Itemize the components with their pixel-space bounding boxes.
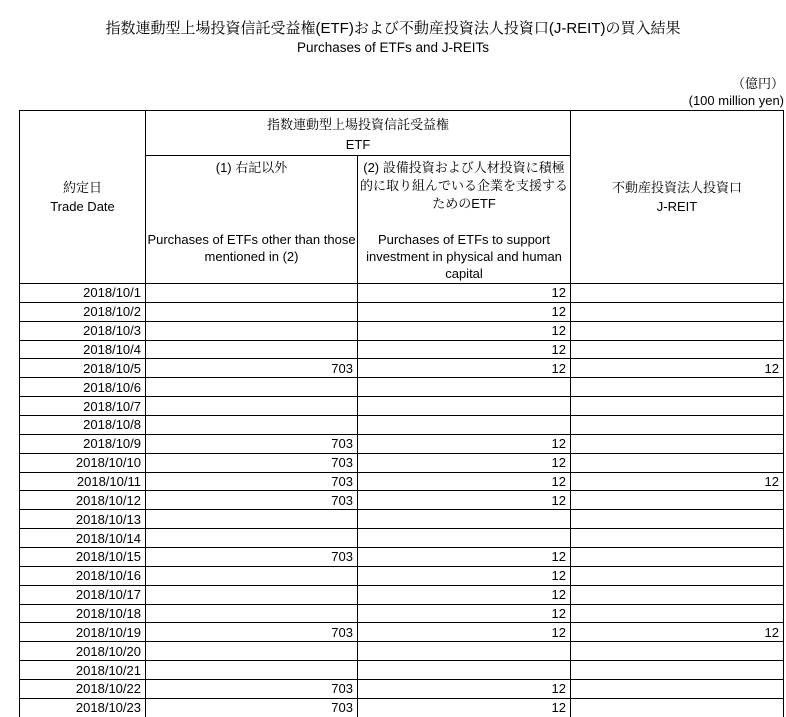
cell-date: 2018/10/10 — [20, 453, 146, 472]
cell-etf_support: 12 — [358, 472, 571, 491]
cell-etf_other — [146, 566, 358, 585]
table-row — [20, 434, 784, 453]
cell-etf_support: 12 — [358, 284, 571, 303]
cell-date: 2018/10/14 — [20, 529, 146, 548]
cell-etf_support: 12 — [358, 302, 571, 321]
header-etf-support-en: Purchases of ETFs to support investment in physical and human capital — [366, 232, 562, 281]
cell-jreit — [571, 642, 784, 661]
table-row — [20, 416, 784, 435]
cell-jreit — [571, 566, 784, 585]
cell-etf_support: 12 — [358, 680, 571, 699]
unit-note-en: (100 million yen) — [688, 92, 784, 108]
unit-note — [689, 76, 784, 109]
cell-jreit — [571, 453, 784, 472]
purchases-table — [19, 110, 784, 717]
cell-etf_other — [146, 585, 358, 604]
table-row — [20, 491, 784, 510]
cell-etf_support: 12 — [358, 434, 571, 453]
header-trade-date-en: Trade Date — [50, 199, 115, 214]
cell-etf_other — [146, 284, 358, 303]
header-etf-other-jp: (1) 右記以外 — [215, 160, 288, 175]
table-row — [20, 359, 784, 378]
table-row — [20, 642, 784, 661]
cell-etf_other: 703 — [146, 491, 358, 510]
cell-etf_other — [146, 604, 358, 623]
cell-date: 2018/10/12 — [20, 491, 146, 510]
table-row — [20, 566, 784, 585]
cell-jreit — [571, 321, 784, 340]
cell-date: 2018/10/9 — [20, 434, 146, 453]
cell-etf_other: 703 — [146, 623, 358, 642]
cell-jreit — [571, 397, 784, 416]
cell-etf_other — [146, 302, 358, 321]
cell-etf_other — [146, 416, 358, 435]
cell-etf_other: 703 — [146, 680, 358, 699]
cell-etf_support: 12 — [358, 585, 571, 604]
cell-jreit — [571, 340, 784, 359]
cell-date: 2018/10/11 — [20, 472, 146, 491]
header-etf-other-en: Purchases of ETFs other than those mentioned in (2) — [147, 232, 356, 264]
cell-date: 2018/10/16 — [20, 566, 146, 585]
cell-date: 2018/10/22 — [20, 680, 146, 699]
cell-etf_other — [146, 529, 358, 548]
cell-etf_other — [146, 321, 358, 340]
cell-date: 2018/10/1 — [20, 284, 146, 303]
table-row — [20, 585, 784, 604]
cell-date: 2018/10/6 — [20, 378, 146, 397]
cell-etf_other: 703 — [146, 359, 358, 378]
cell-jreit — [571, 491, 784, 510]
cell-jreit — [571, 548, 784, 567]
header-etf-other — [146, 156, 358, 284]
table-row — [20, 453, 784, 472]
cell-jreit — [571, 510, 784, 529]
cell-jreit — [571, 302, 784, 321]
header-jreit-en: J-REIT — [656, 199, 698, 214]
table-row — [20, 604, 784, 623]
cell-etf_support — [358, 397, 571, 416]
header-etf-group-en: ETF — [345, 136, 371, 152]
cell-jreit — [571, 680, 784, 699]
table-row — [20, 510, 784, 529]
header-jreit-jp: 不動産投資法人投資口 — [612, 180, 743, 195]
cell-date: 2018/10/4 — [20, 340, 146, 359]
cell-etf_other: 703 — [146, 434, 358, 453]
cell-etf_other — [146, 378, 358, 397]
cell-date: 2018/10/20 — [20, 642, 146, 661]
cell-etf_support: 12 — [358, 453, 571, 472]
cell-date: 2018/10/3 — [20, 321, 146, 340]
cell-jreit: 12 — [571, 359, 784, 378]
cell-date: 2018/10/23 — [20, 698, 146, 717]
cell-etf_support — [358, 529, 571, 548]
cell-etf_support: 12 — [358, 604, 571, 623]
table-row — [20, 529, 784, 548]
cell-etf_other — [146, 397, 358, 416]
table-row — [20, 302, 784, 321]
cell-date: 2018/10/2 — [20, 302, 146, 321]
cell-date: 2018/10/15 — [20, 548, 146, 567]
cell-etf_other: 703 — [146, 453, 358, 472]
cell-jreit: 12 — [571, 472, 784, 491]
cell-date: 2018/10/18 — [20, 604, 146, 623]
page-title: 指数連動型上場投資信託受益権(ETF)および不動産投資法人投資口(J-REIT)の買入結果 — [105, 20, 681, 37]
table-row — [20, 397, 784, 416]
cell-etf_other: 703 — [146, 698, 358, 717]
cell-jreit: 12 — [571, 623, 784, 642]
table-row — [20, 321, 784, 340]
cell-jreit — [571, 378, 784, 397]
cell-etf_support — [358, 510, 571, 529]
table-row — [20, 378, 784, 397]
cell-etf_support: 12 — [358, 623, 571, 642]
cell-etf_support: 12 — [358, 548, 571, 567]
table-header — [20, 111, 784, 284]
header-row-group — [20, 111, 784, 156]
cell-jreit — [571, 698, 784, 717]
table-row — [20, 548, 784, 567]
cell-date: 2018/10/7 — [20, 397, 146, 416]
cell-date: 2018/10/19 — [20, 623, 146, 642]
cell-date: 2018/10/13 — [20, 510, 146, 529]
cell-etf_support: 12 — [358, 566, 571, 585]
header-etf-group-jp: 指数連動型上場投資信託受益権 — [267, 117, 450, 133]
header-etf-support — [358, 156, 571, 284]
header-etf-support-jp: (2) 設備投資および人材投資に積極的に取り組んでいる企業を支援するためのETF — [360, 160, 569, 211]
cell-etf_support: 12 — [358, 698, 571, 717]
cell-etf_other: 703 — [146, 548, 358, 567]
cell-jreit — [571, 284, 784, 303]
cell-etf_support — [358, 642, 571, 661]
cell-etf_support: 12 — [358, 491, 571, 510]
table-body — [20, 284, 784, 717]
cell-jreit — [571, 434, 784, 453]
table-row — [20, 698, 784, 717]
cell-jreit — [571, 416, 784, 435]
cell-etf_support: 12 — [358, 340, 571, 359]
cell-etf_other — [146, 661, 358, 680]
cell-etf_other — [146, 642, 358, 661]
table-row — [20, 340, 784, 359]
cell-date: 2018/10/5 — [20, 359, 146, 378]
cell-jreit — [571, 661, 784, 680]
header-jreit — [571, 111, 784, 284]
table-row — [20, 661, 784, 680]
cell-etf_support — [358, 378, 571, 397]
cell-etf_support — [358, 661, 571, 680]
cell-etf_support: 12 — [358, 321, 571, 340]
cell-date: 2018/10/21 — [20, 661, 146, 680]
cell-date: 2018/10/8 — [20, 416, 146, 435]
cell-jreit — [571, 604, 784, 623]
cell-etf_support — [358, 416, 571, 435]
header-trade-date — [20, 111, 146, 284]
page-subtitle: Purchases of ETFs and J-REITs — [296, 40, 490, 55]
table-row — [20, 284, 784, 303]
table-row — [20, 472, 784, 491]
cell-etf_other — [146, 340, 358, 359]
cell-etf_other — [146, 510, 358, 529]
unit-note-jp: （億円） — [731, 76, 784, 91]
table-row — [20, 680, 784, 699]
cell-date: 2018/10/17 — [20, 585, 146, 604]
cell-etf_support: 12 — [358, 359, 571, 378]
cell-jreit — [571, 585, 784, 604]
table-row — [20, 623, 784, 642]
header-trade-date-jp: 約定日 — [62, 180, 102, 195]
cell-jreit — [571, 529, 784, 548]
cell-etf_other: 703 — [146, 472, 358, 491]
header-etf-group — [146, 111, 571, 156]
